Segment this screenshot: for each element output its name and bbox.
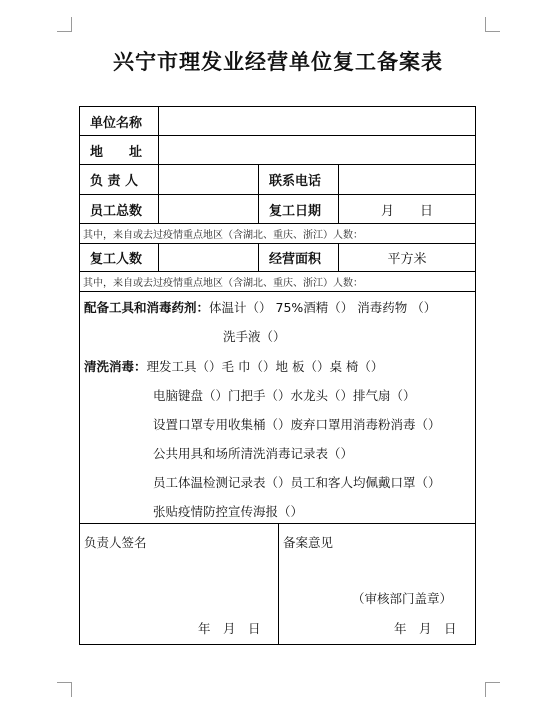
person-in-charge-label: 负 责 人 [90,174,139,189]
address-label: 地 址 [90,144,143,160]
row-divider [80,291,475,292]
signer-label: 负责人签名 [84,535,147,550]
contact-phone-label: 联系电话 [269,174,322,189]
resume-date-value[interactable]: 月 日 [380,203,433,219]
resumed-staff-label: 复工人数 [90,252,143,267]
resumed-staff-field[interactable] [159,244,258,271]
cleaning-items-2[interactable]: 电脑键盘（）门把手（）水龙头（）排气扇（） [153,388,416,403]
crop-mark-bottom-left [57,682,72,697]
unit-name-label: 单位名称 [90,115,143,131]
cleaning-items-1[interactable]: 理发工具（）毛 巾（）地 板（）桌 椅（） [146,359,384,374]
resumed-staff-note: 其中，来自或去过疫情重点地区（含湖北、重庆、浙江）人数： [83,278,363,289]
address-field[interactable] [159,136,475,164]
cleaning-items-3[interactable]: 设置口罩专用收集桶（）废弃口罩用消毒粉消毒（） [153,417,441,432]
crop-mark-bottom-right [485,682,500,697]
contact-phone-field[interactable] [339,165,475,194]
supplies-items-1[interactable]: 体温计（） 75%酒精（） 消毒药物 （） [209,300,437,315]
filing-opinion-label: 备案意见 [283,535,334,550]
document-title: 兴宁市理发业经营单位复工备案表 [113,49,443,74]
filing-date[interactable]: 年 月 日 [394,621,457,636]
filing-form-table [79,106,476,645]
total-staff-field[interactable] [159,195,258,223]
cleaning-items-4[interactable]: 公共用具和场所清洗消毒记录表（） [153,446,354,461]
crop-mark-top-left [57,17,72,32]
business-area-unit[interactable]: 平方米 [387,252,427,267]
supplies-label: 配备工具和消毒药剂： [84,300,210,315]
stamp-note: （审核部门盖章） [352,591,453,606]
supplies-line-1 [84,298,436,316]
signer-date[interactable]: 年 月 日 [198,621,261,636]
column-divider [278,523,279,644]
person-in-charge-field[interactable] [159,165,258,194]
cleaning-label: 清洗消毒： [84,359,147,374]
supplies-items-2[interactable]: 洗手液（） [223,329,286,344]
crop-mark-top-right [485,17,500,32]
total-staff-label: 员工总数 [90,203,143,219]
cleaning-items-6[interactable]: 张贴疫情防控宣传海报（） [153,504,304,519]
staff-note: 其中，来自或去过疫情重点地区（含湖北、重庆、浙江）人数： [83,230,363,241]
unit-name-field[interactable] [159,107,475,135]
cleaning-items-5[interactable]: 员工体温检测记录表（）员工和客人均佩戴口罩（） [153,475,441,490]
cleaning-line-1 [84,357,383,375]
business-area-label: 经营面积 [269,252,322,267]
resume-date-label: 复工日期 [269,203,322,219]
